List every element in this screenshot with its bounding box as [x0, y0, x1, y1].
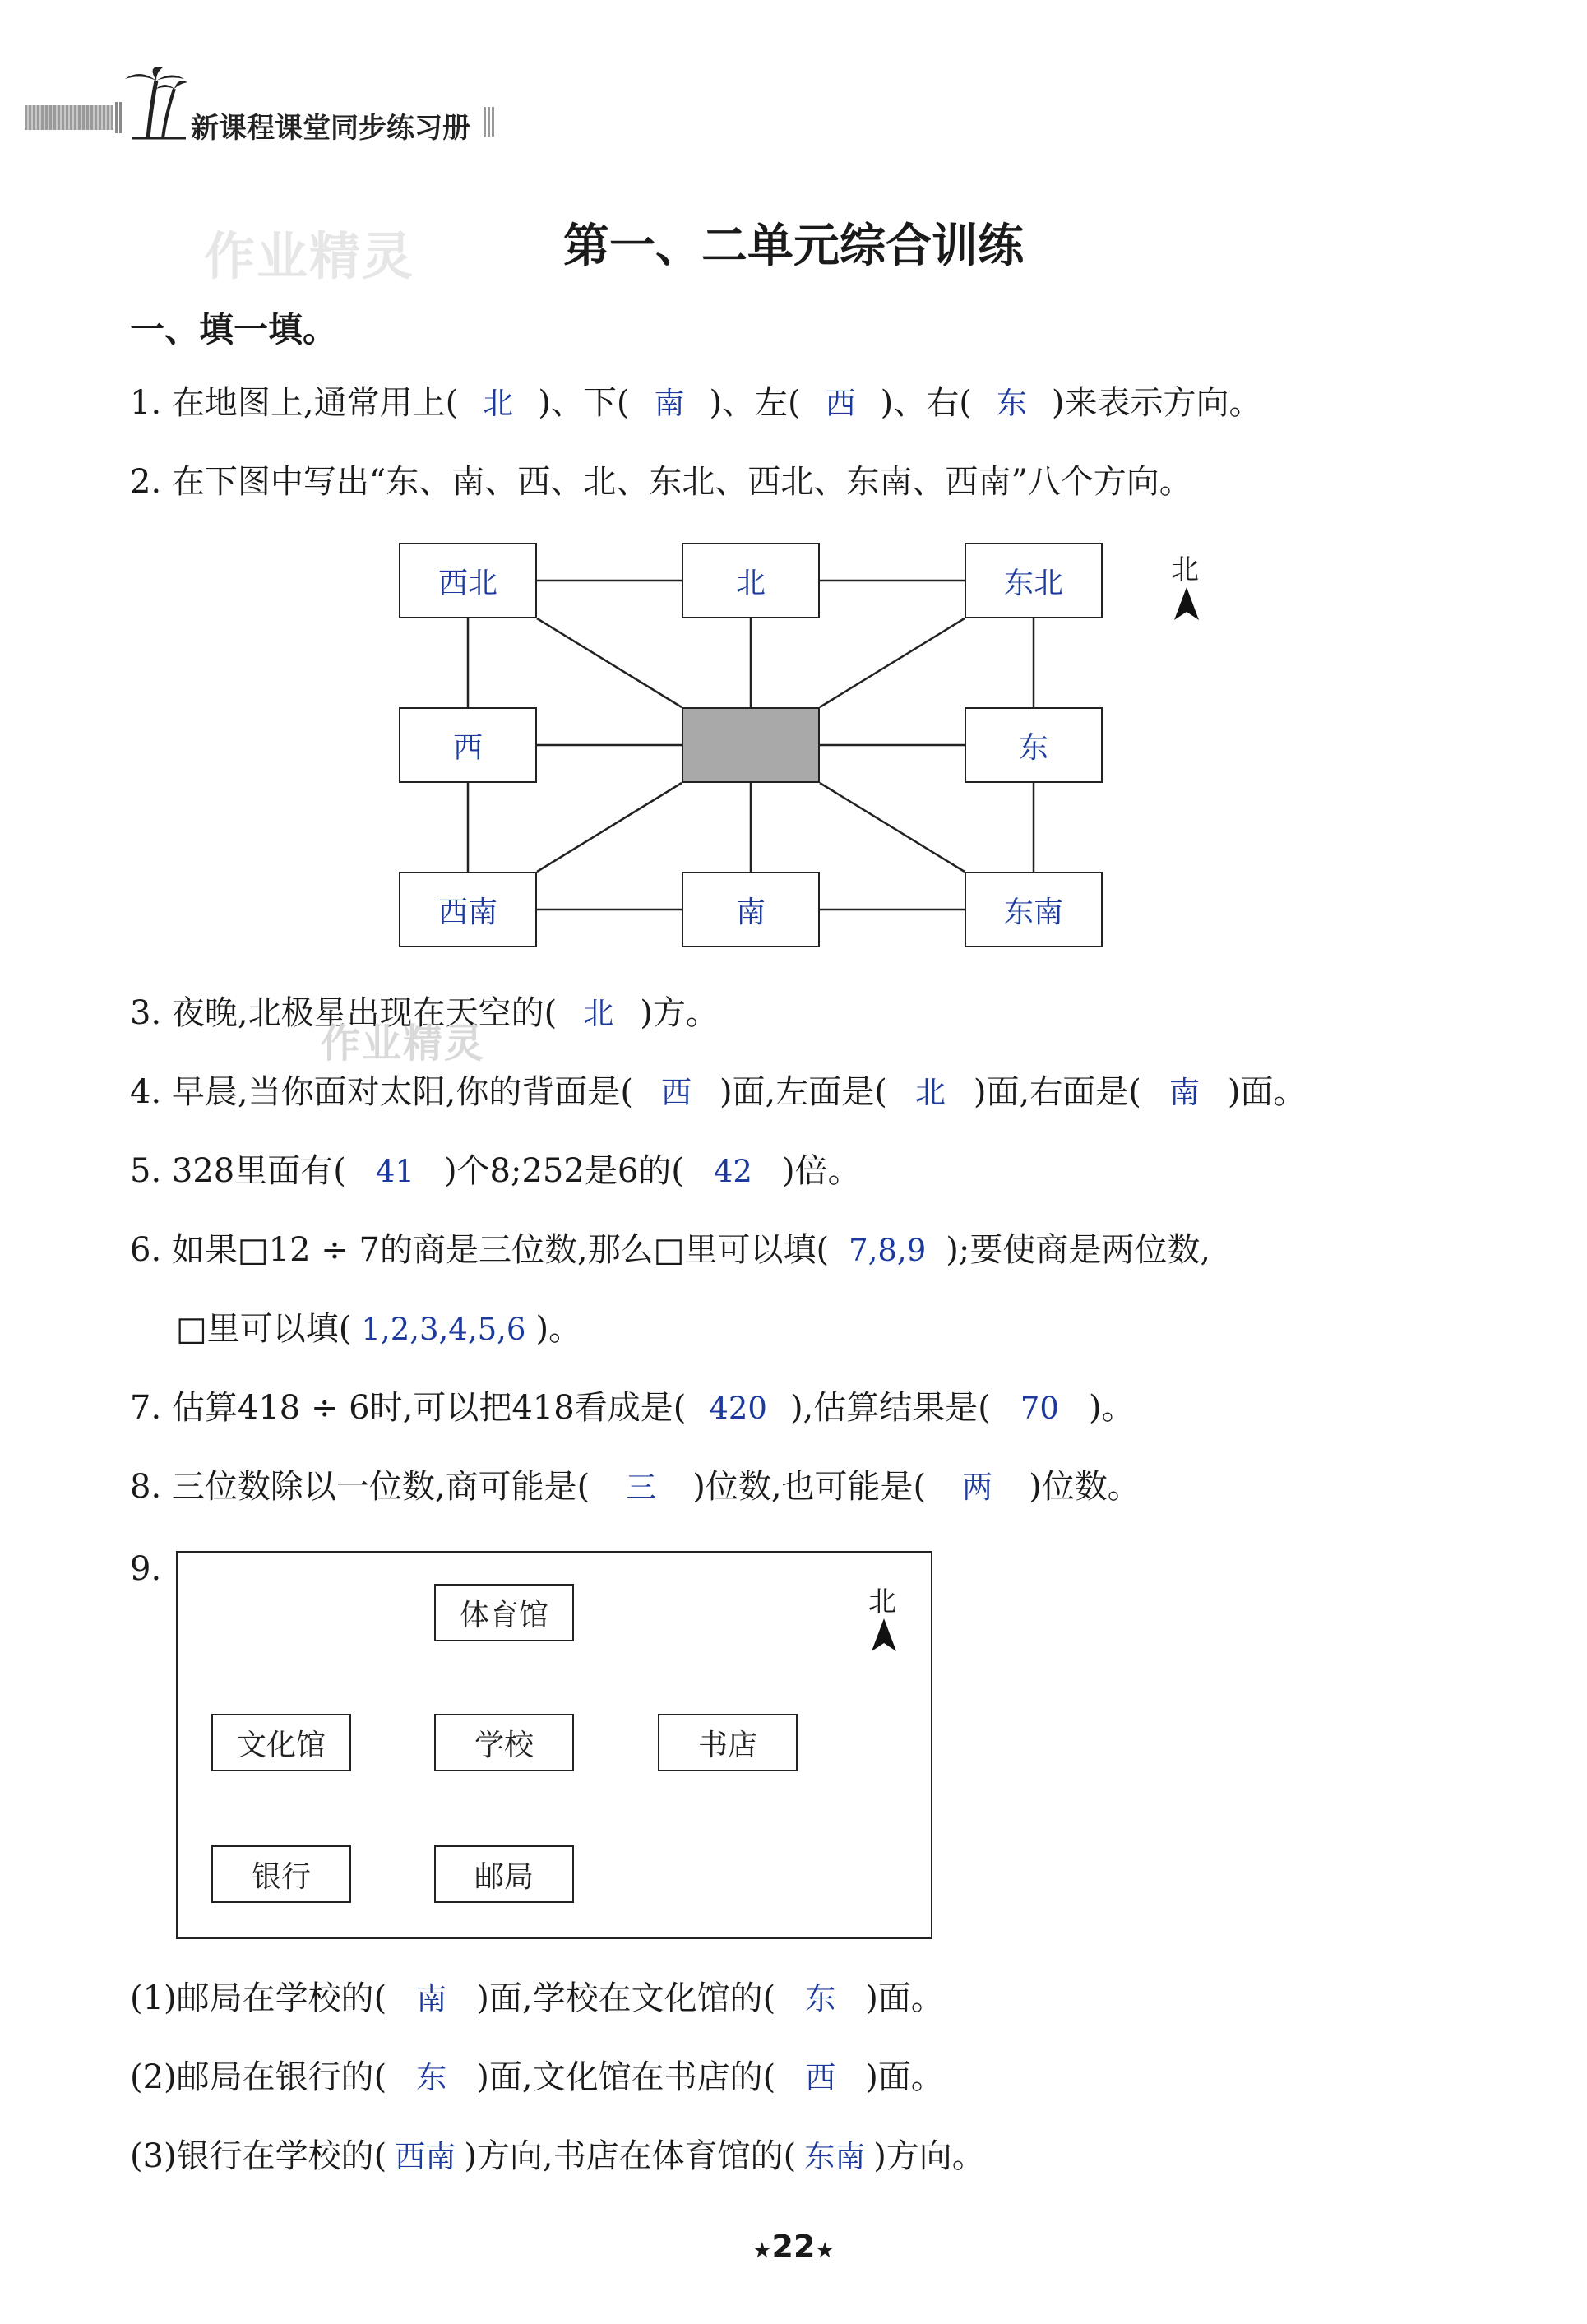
section-heading: 一、填一填。 — [130, 309, 338, 350]
question-9-part-2: (2)邮局在银行的( 东 )面,文化馆在书店的( 西 )面。 — [130, 2058, 944, 2096]
answer: 北 — [483, 386, 514, 421]
building-bookstore: 书店 — [658, 1714, 798, 1771]
north-arrow-icon — [1173, 586, 1201, 622]
answer: 东 — [996, 386, 1027, 421]
answer: 420 — [709, 1391, 767, 1426]
answer: 42 — [713, 1154, 752, 1189]
answer: 东 — [416, 2060, 447, 2095]
answer: 1,2,3,4,5,6 — [361, 1312, 526, 1347]
direction-box-southwest: 西南 — [399, 872, 537, 947]
star-icon: ★ — [815, 2238, 835, 2263]
direction-box-southeast: 东南 — [965, 872, 1103, 947]
north-label: 北 — [868, 1586, 896, 1618]
answer: 北 — [914, 1075, 946, 1110]
question-7: 7. 估算418 ÷ 6时,可以把418看成是( 420 ),估算结果是( 70 )。 — [130, 1389, 1135, 1427]
watermark: 作业精灵 — [321, 1021, 486, 1067]
question-9-part-3: (3)银行在学校的( 西南 )方向,书店在体育馆的( 东南 )方向。 — [130, 2137, 985, 2175]
answer: 南 — [654, 386, 685, 421]
answer: 东南 — [804, 2139, 866, 2174]
answer: 南 — [416, 1981, 447, 2016]
question-3: 3. 夜晚,北极星出现在天空的( 北 )方。 — [130, 994, 719, 1032]
question-6-line-2: □里可以填( 1,2,3,4,5,6 )。 — [176, 1310, 582, 1348]
question-6: 6. 如果□12 ÷ 7的商是三位数,那么□里可以填( 7,8,9 );要使商是两位数, — [130, 1231, 1211, 1269]
answer: 7,8,9 — [849, 1233, 927, 1268]
answer: 两 — [962, 1470, 993, 1505]
building-culture-center: 文化馆 — [211, 1714, 351, 1771]
direction-box-south: 南 — [682, 872, 820, 947]
building-bank: 银行 — [211, 1845, 351, 1903]
answer: 70 — [1020, 1391, 1059, 1426]
watermark: 作业精灵 — [204, 226, 415, 286]
direction-box-northwest: 西北 — [399, 543, 537, 618]
question-4: 4. 早晨,当你面对太阳,你的背面是( 西 )面,左面是( 北 )面,右面是( 南 )面。 — [130, 1073, 1307, 1111]
question-9-number: 9. — [130, 1550, 162, 1588]
answer: 北 — [583, 996, 614, 1031]
question-5: 5. 328里面有( 41 )个8;252是6的( 42 )倍。 — [130, 1152, 861, 1190]
page-number: ★22★ — [752, 2229, 835, 2265]
star-icon: ★ — [752, 2238, 772, 2263]
direction-box-east: 东 — [965, 707, 1103, 783]
answer: 41 — [375, 1154, 414, 1189]
header-decoration-bar — [115, 102, 123, 133]
question-1: 1. 在地图上,通常用上( 北 )、下( 南 )、左( 西 )、右( 东 )来表示方向。 — [130, 384, 1262, 422]
answer: 西 — [660, 1075, 692, 1110]
direction-box-northeast: 东北 — [965, 543, 1103, 618]
direction-box-north: 北 — [682, 543, 820, 618]
header-decoration-bar — [484, 107, 495, 137]
page-title: 第一、二单元综合训练 — [563, 220, 1024, 273]
palm-tree-icon — [123, 64, 189, 140]
header-decoration-bar — [25, 105, 113, 130]
question-2: 2. 在下图中写出“东、南、西、北、东北、西北、东南、西南”八个方向。 — [130, 463, 1192, 501]
building-school: 学校 — [434, 1714, 574, 1771]
north-label: 北 — [1171, 553, 1199, 586]
book-title: 新课程课堂同步练习册 — [191, 112, 470, 145]
north-arrow-icon — [870, 1617, 898, 1653]
answer: 东 — [805, 1981, 836, 2016]
answer: 三 — [626, 1470, 657, 1505]
question-9-part-1: (1)邮局在学校的( 南 )面,学校在文化馆的( 东 )面。 — [130, 1979, 944, 2017]
answer: 南 — [1168, 1075, 1200, 1110]
building-post-office: 邮局 — [434, 1845, 574, 1903]
answer: 西南 — [395, 2139, 456, 2174]
question-8: 8. 三位数除以一位数,商可能是( 三 )位数,也可能是( 两 )位数。 — [130, 1468, 1141, 1506]
center-box — [682, 707, 820, 783]
direction-box-west: 西 — [399, 707, 537, 783]
answer: 西 — [805, 2060, 836, 2095]
answer: 西 — [825, 386, 856, 421]
building-gym: 体育馆 — [434, 1584, 574, 1641]
